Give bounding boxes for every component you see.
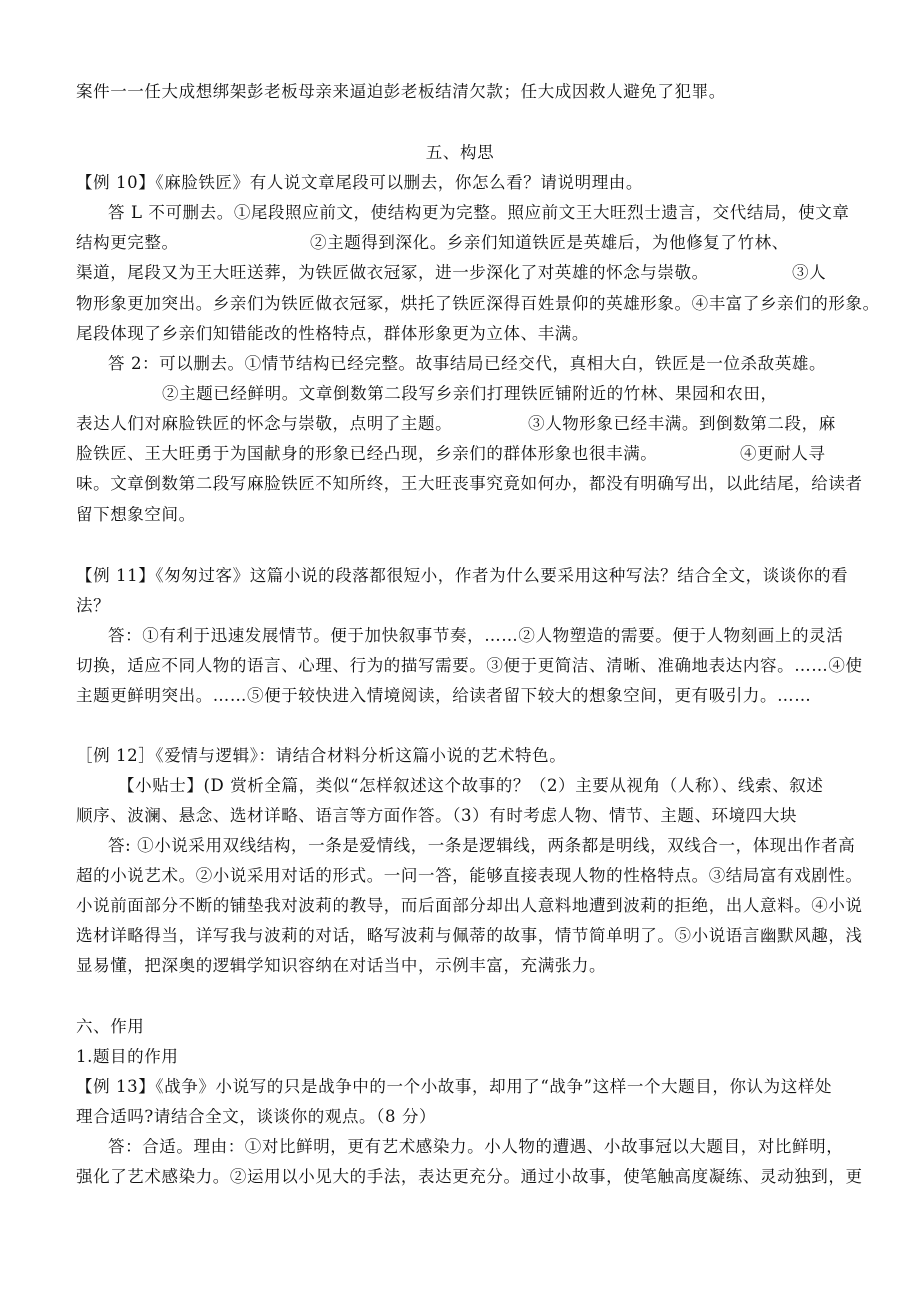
text-line: 案件一一任大成想绑架彭老板母亲来逼迫彭老板结清欠款；任大成因救人避免了犯罪。 bbox=[76, 82, 726, 101]
text-line: 脸铁匠、王大旺勇于为国献身的形象已经凸现，乡亲们的群体形象也很丰满。 bbox=[76, 444, 658, 463]
text-line: ②主题已经鲜明。文章倒数第二段写乡亲们打理铁匠铺附近的竹林、果园和农田， bbox=[162, 384, 778, 403]
text-line: 法？ bbox=[76, 596, 111, 615]
text-line: 切换，适应不同人物的语言、心理、行为的描写需要。③便于更简洁、清晰、准确地表达内容。……④使 bbox=[76, 656, 863, 675]
text-line: 强化了艺术感染力。②运用以小见大的手法，表达更充分。通过小故事，使笔触高度凝练、灵动独到，更 bbox=[76, 1167, 863, 1186]
text-line: 答：合适。理由：①对比鲜明，更有艺术感染力。小人物的遭遇、小故事冠以大题目，对比鲜明， bbox=[108, 1137, 844, 1156]
text-line: ③人 bbox=[792, 263, 827, 282]
text-line: ③人物形象已经丰满。到倒数第二段，麻 bbox=[528, 414, 836, 433]
example-13-question: 【例 13】《战争》小说写的只是战争中的一个小故事，却用了“战争”这样一个大题目，你认为这样处 bbox=[76, 1077, 833, 1096]
example-11-question: 【例 11】《匆匆过客》这篇小说的段落都很短小，作者为什么要采用这种写法？结合全文，谈谈你的看 bbox=[76, 566, 849, 585]
text-line: 留下想象空间。 bbox=[76, 505, 196, 524]
text-line: 答 2：可以删去。①情节结构已经完整。故事结局已经交代，真相大白，铁匠是一位杀敌英雄。 bbox=[108, 354, 827, 373]
text-line: 结构更完整。 bbox=[76, 233, 179, 252]
subsection-heading: 1.题目的作用 bbox=[76, 1047, 179, 1066]
text-line: 答 L 不可删去。①尾段照应前文，使结构更为完整。照应前文王大旺烈士遗言，交代结局，使文章 bbox=[108, 203, 850, 222]
example-12-question: ［例 12］《爱情与逻辑》：请结合材料分析这篇小说的艺术特色。 bbox=[76, 746, 567, 765]
text-line: 味。文章倒数第二段写麻脸铁匠不知所终，王大旺丧事究竟如何办，都没有明确写出，以此结尾，给读者 bbox=[76, 474, 863, 493]
text-line: 答: ①小说采用双线结构，一条是爱情线，一条是逻辑线，两条都是明线，双线合一，体现出作者高 bbox=[108, 836, 856, 855]
text-line: 渠道，尾段又为王大旺送葬，为铁匠做衣冠冢，进一步深化了对英雄的怀念与崇敬。 bbox=[76, 263, 709, 282]
text-line: ②主题得到深化。乡亲们知道铁匠是英雄后，为他修复了竹林、 bbox=[310, 233, 789, 252]
text-line: 小说前面部分不断的铺垫我对波莉的教导，而后面部分却出人意料地遭到波莉的拒绝，出人意料。④小说 bbox=[76, 896, 863, 915]
text-line: 选材详略得当，详写我与波莉的对话，略写波莉与佩蒂的故事，情节简单明了。⑤小说语言幽默风趣，浅 bbox=[76, 926, 863, 945]
text-line: ④更耐人寻 bbox=[740, 444, 826, 463]
text-line: 表达人们对麻脸铁匠的怀念与崇敬，点明了主题。 bbox=[76, 414, 453, 433]
text-line: 物形象更加突出。乡亲们为铁匠做衣冠冢，烘托了铁匠深得百姓景仰的英雄形象。④丰富了乡亲们的形象。 bbox=[76, 294, 880, 313]
tips-line: 【小贴士】(D 赏析全篇，类似“怎样叙述这个故事的？（2）主要从视角（人称）、线索、叙述 bbox=[118, 776, 824, 795]
text-line: 理合适吗?请结合全文，谈谈你的观点。（8 分） bbox=[76, 1107, 437, 1126]
text-line: 显易懂，把深奥的逻辑学知识容纳在对话当中，示例丰富，充满张力。 bbox=[76, 956, 607, 975]
text-line: 主题更鲜明突出。……⑤便于较快进入情境阅读，给读者留下较大的想象空间，更有吸引力。…… bbox=[76, 686, 812, 705]
section-heading-goushi: 五、构思 bbox=[425, 143, 495, 162]
text-line: 尾段体现了乡亲们知错能改的性格特点，群体形象更为立体、丰满。 bbox=[76, 324, 589, 343]
section-heading-zuoyong: 六、作用 bbox=[76, 1017, 145, 1036]
text-line: 顺序、波澜、悬念、选材详略、语言等方面作答。（3）有时考虑人物、情节、主题、环境四大块 bbox=[76, 806, 798, 825]
example-10-question: 【例 10】《麻脸铁匠》有人说文章尾段可以删去，你怎么看？请说明理由。 bbox=[76, 173, 643, 192]
text-line: 答：①有利于迅速发展情节。便于加快叙事节奏，……②人物塑造的需要。便于人物刻画上的灵活 bbox=[108, 626, 844, 645]
text-line: 超的小说艺术。②小说采用对话的形式。一问一答，能够直接表现人物的性格特点。③结局富有戏剧性。 bbox=[76, 866, 863, 885]
